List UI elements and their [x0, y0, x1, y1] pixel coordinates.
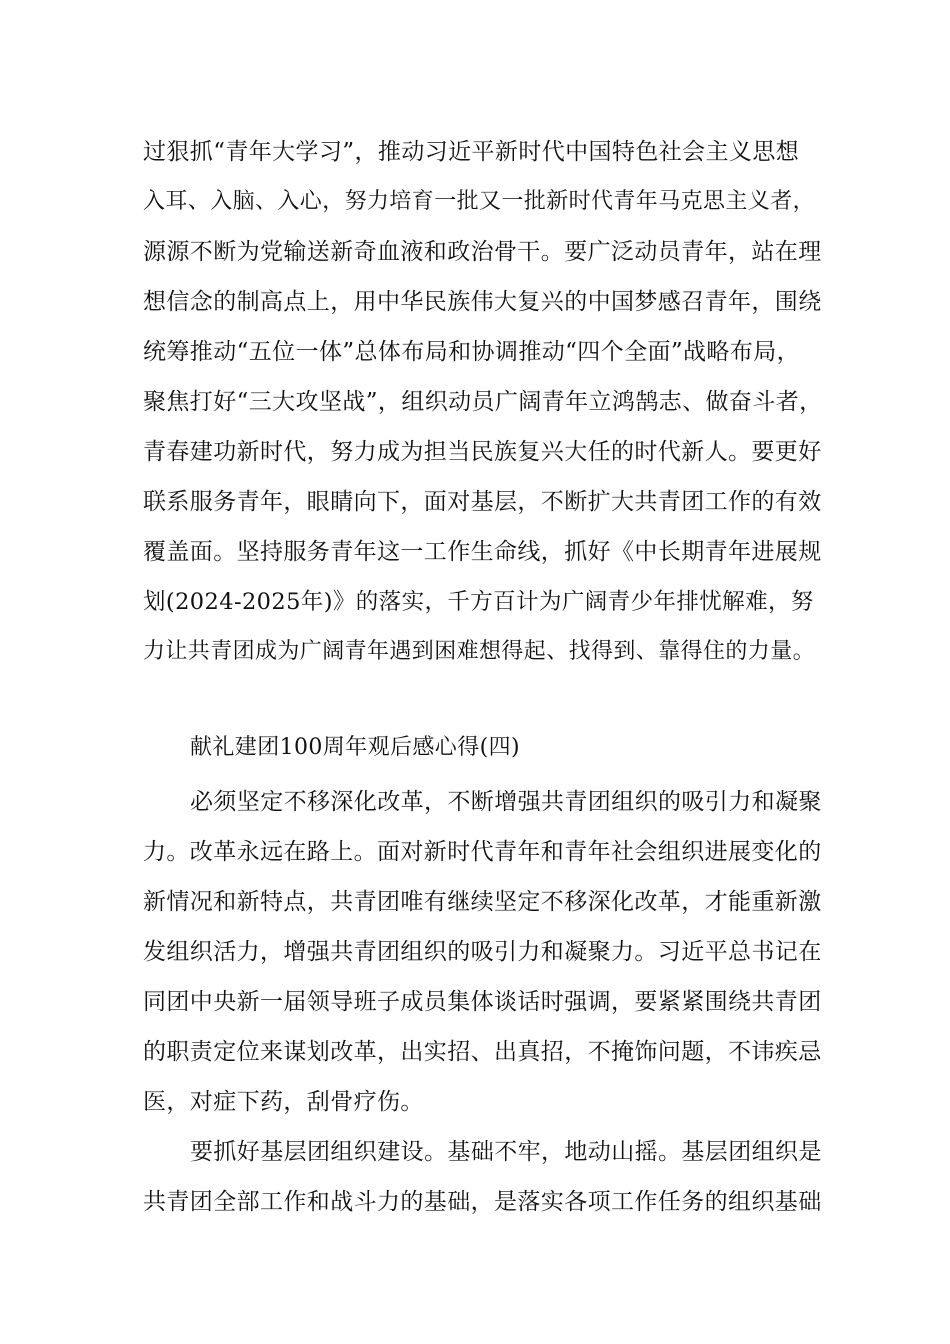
paragraph-2-line-5: 同团中央新一届领导班子成员集体谈话时强调，要紧紧围绕共青团 [143, 989, 822, 1015]
paragraph-1-line-7: 青春建功新时代，努力成为担当民族复兴大任的时代新人。要更好 [143, 439, 822, 465]
paragraph-1-line-1: 过狠抓“青年大学习”，推动习近平新时代中国特色社会主义思想 [143, 139, 800, 165]
paragraph-1-line-10: 划(2024-2025年)》的落实，千方百计为广阔青少年排忧解难，努 [143, 589, 814, 615]
paragraph-1-line-6: 聚焦打好“三大攻坚战”，组织动员广阔青年立鸿鹄志、做奋斗者， [143, 389, 823, 415]
paragraph-2-line-3: 新情况和新特点，共青团唯有继续坚定不移深化改革，才能重新激 [143, 889, 822, 915]
paragraph-2-line-2: 力。改革永远在路上。面对新时代青年和青年社会组织进展变化的 [143, 839, 822, 865]
paragraph-3-line-2: 共青团全部工作和战斗力的基础，是落实各项工作任务的组织基础 [143, 1189, 822, 1215]
paragraph-1-line-5: 统筹推动“五位一体”总体布局和协调推动“四个全面”战略布局， [143, 339, 801, 365]
paragraph-2-line-7: 医，对症下药，刮骨疗伤。 [143, 1089, 424, 1115]
paragraph-1-line-11: 力让共青团成为广阔青年遇到困难想得起、找得到、靠得住的力量。 [143, 639, 816, 664]
paragraph-1-line-9: 覆盖面。坚持服务青年这一工作生命线，抓好《中长期青年进展规 [143, 539, 822, 565]
section-heading: 献礼建团100周年观后感心得(四) [190, 735, 520, 760]
paragraph-2-line-1: 必须坚定不移深化改革，不断增强共青团组织的吸引力和凝聚 [190, 789, 822, 815]
paragraph-3-line-1: 要抓好基层团组织建设。基础不牢，地动山摇。基层团组织是 [190, 1139, 822, 1165]
paragraph-1-line-4: 想信念的制高点上，用中华民族伟大复兴的中国梦感召青年，围绕 [143, 289, 822, 315]
paragraph-2-line-6: 的职责定位来谋划改革，出实招、出真招，不掩饰问题，不讳疾忌 [143, 1039, 822, 1065]
paragraph-1-line-3: 源源不断为党输送新奇血液和政治骨干。要广泛动员青年，站在理 [143, 239, 822, 265]
paragraph-2-line-4: 发组织活力，增强共青团组织的吸引力和凝聚力。习近平总书记在 [143, 939, 822, 965]
paragraph-1-line-8: 联系服务青年，眼睛向下，面对基层，不断扩大共青团工作的有效 [143, 489, 822, 515]
paragraph-1-line-2: 入耳、入脑、入心，努力培育一批又一批新时代青年马克思主义者， [143, 189, 816, 214]
